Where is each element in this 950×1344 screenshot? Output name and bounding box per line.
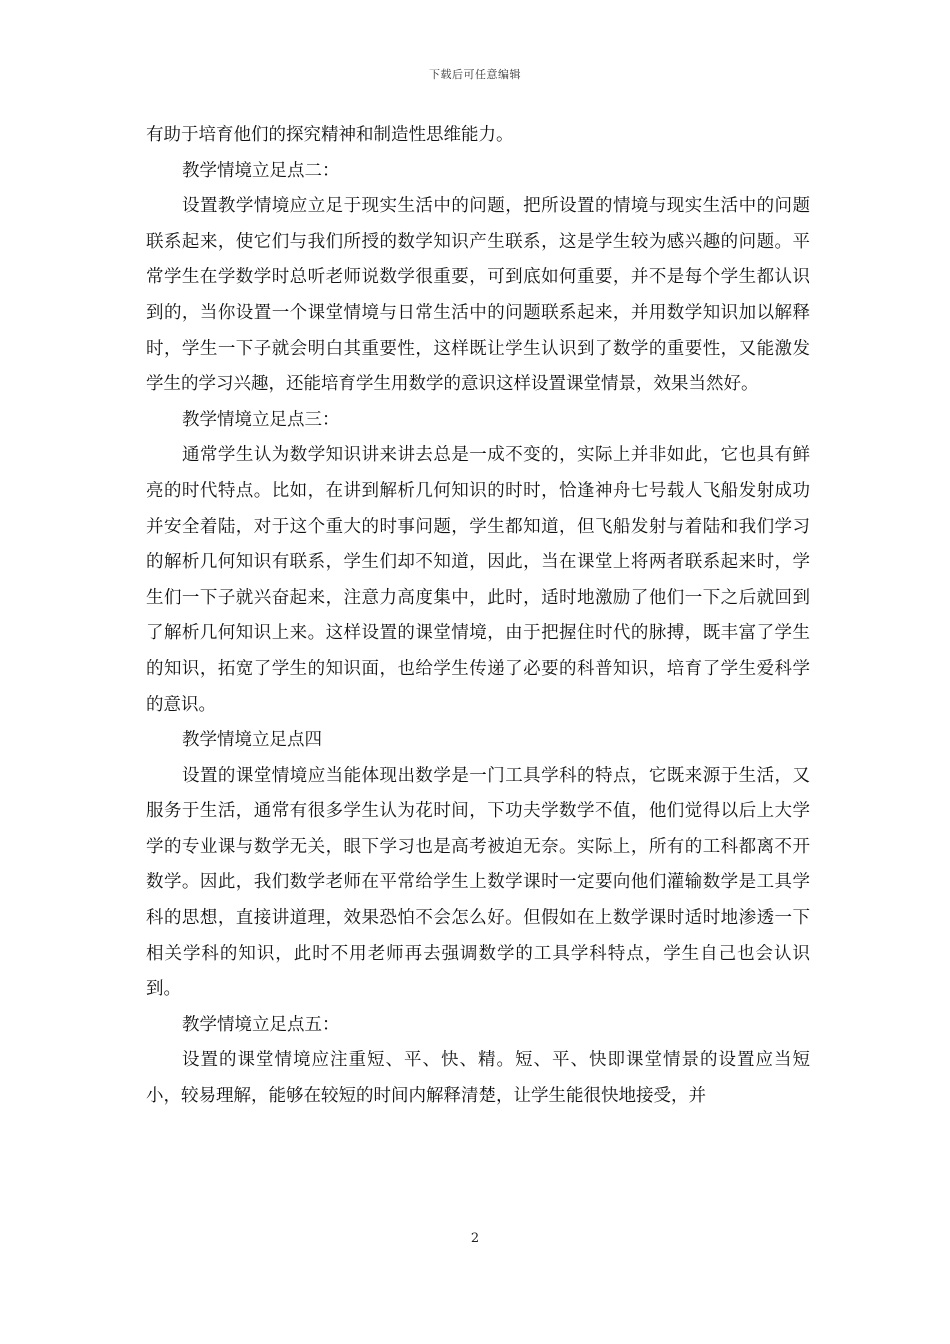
page-header: 下载后可任意编辑 <box>429 68 521 81</box>
paragraph-2: 设置教学情境应立足于现实生活中的问题，把所设置的情境与现实生活中的问题联系起来，使它们与我们所授的数学知识产生联系，这是学生较为感兴趣的问题。平常学生在学数学时总听老师说数学很重要，可到底如何重要，并不是每个学生都认识到的，当你设置一个课堂情境与日常生活中的问题联系起来，并用数学知识加以解释时，学生一下子就会明白其重要性，这样既让学生认识到了数学的重要性，又能激发学生的学习兴趣，还能培育学生用数学的意识这样设置课堂情景，效果当然好。 <box>146 196 810 395</box>
paragraph-5: 设置的课堂情境应注重短、平、快、精。短、平、快即课堂情景的设置应当短小，较易理解，能够在较短的时间内解释清楚，让学生能很快地接受，并 <box>146 1050 810 1107</box>
section-heading-2: 教学情境立足点二： <box>182 160 340 181</box>
page-number: 2 <box>470 1231 480 1246</box>
paragraph-4: 设置的课堂情境应当能体现出数学是一门工具学科的特点，它既来源于生活，又服务于生活，通常有很多学生认为花时间，下功夫学数学不值，他们觉得以后上大学学的专业课与数学无关，眼下学习也是高考被迫无奈。实际上，所有的工科都离不开数学。因此，我们数学老师在平常给学生上数学课时一定要向他们灌输数学是工具学科的思想，直接讲道理，效果恐怕不会怎么好。但假如在上数学课时适时地渗透一下相关学科的知识，此时不用老师再去强调数学的工具学科特点，学生自己也会认识到。 <box>146 765 810 1000</box>
paragraph-3: 通常学生认为数学知识讲来讲去总是一成不变的，实际上并非如此，它也具有鲜亮的时代特点。比如，在讲到解析几何知识的时时，恰逢神舟七号载人飞船发射成功并安全着陆，对于这个重大的时事问题，学生都知道，但飞船发射与着陆和我们学习的解析几何知识有联系，学生们却不知道，因此，当在课堂上将两者联系起来时，学生们一下子就兴奋起来，注意力高度集中，此时，适时地激励了他们一下之后就回到了解析几何知识上来。这样设置的课堂情境，由于把握住时代的脉搏，既丰富了学生的知识，拓宽了学生的知识面，也给学生传递了必要的科普知识，培育了学生爱科学的意识。 <box>146 445 810 715</box>
section-heading-4: 教学情境立足点四 <box>182 730 322 751</box>
document-body <box>146 118 810 1115</box>
section-heading-5: 教学情境立足点五： <box>182 1014 340 1035</box>
section-heading-3: 教学情境立足点三： <box>182 409 340 430</box>
paragraph-continuation: 有助于培育他们的探究精神和制造性思维能力。 <box>146 125 514 145</box>
